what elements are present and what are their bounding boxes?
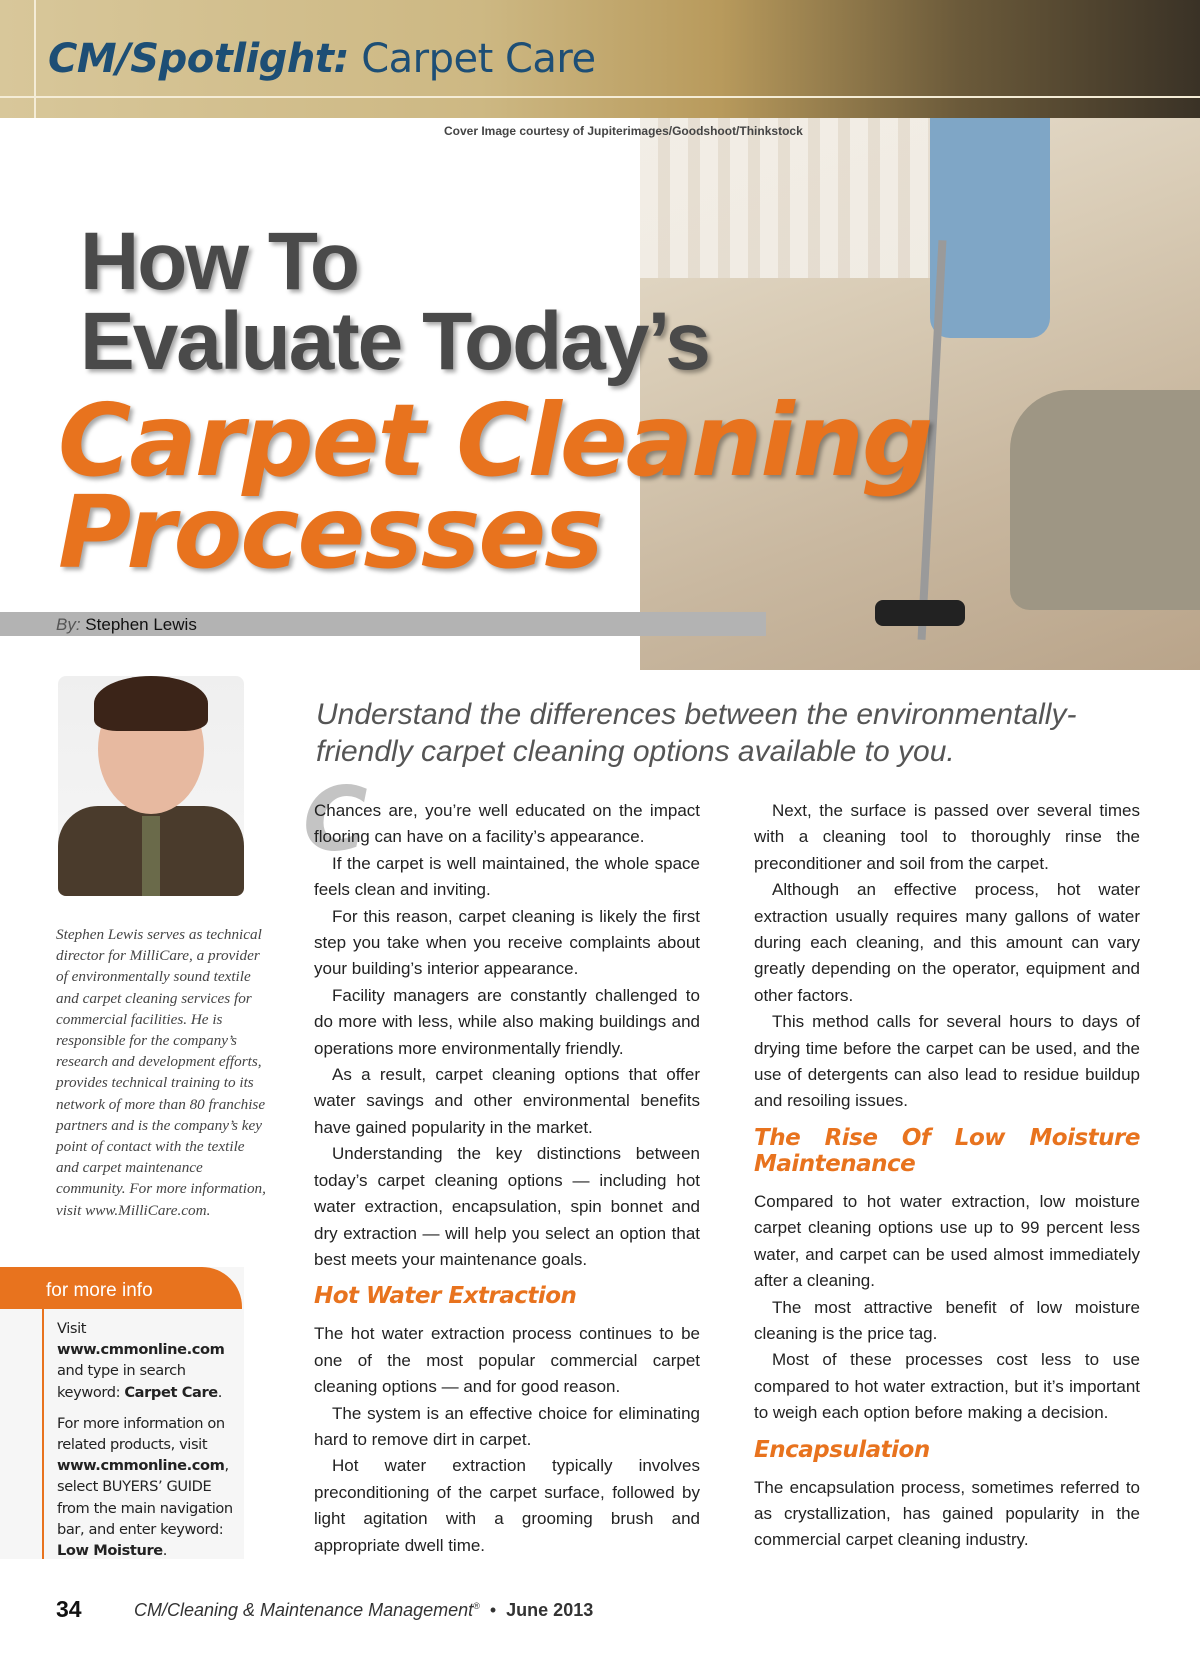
section-title [48, 36, 596, 82]
headline-line-1: How To [80, 216, 358, 307]
paragraph: Facility managers are constantly challenged to do more with less, while also making buildings and operations more environmentally friendly. [314, 985, 700, 1058]
section-prefix: CM/Spotlight: [48, 36, 349, 82]
paragraph: For this reason, carpet cleaning is likely the first step you take when you receive complaints about your building’s interior appearance. [314, 906, 700, 979]
headline-orange [58, 382, 932, 591]
paragraph: Understanding the key distinctions between today’s carpet cleaning options — including hot water extraction, encapsulation, spin bonnet and dry extraction — will help you select an option that best meets your maintenance goals. [314, 1144, 700, 1269]
article-column-2 [754, 798, 1140, 1554]
headline-line-2: Evaluate Today’s [80, 296, 709, 387]
publication-name: CM/Cleaning & Maintenance Management [134, 1600, 474, 1620]
subhead-encapsulation: Encapsulation [754, 1436, 930, 1463]
paragraph: Hot water extraction typically involves preconditioning of the carpet surface, followed by light agitation with a grooming brush and appropriate dwell time. [314, 1456, 700, 1555]
paragraph: Next, the surface is passed over several times with a cleaning tool to thoroughly rinse the preconditioner and soil from the carpet. [754, 801, 1140, 873]
cover-credit: Cover Image courtesy of Jupiterimages/Goodshoot/Thinkstock [444, 124, 803, 138]
author-photo-tie [142, 816, 160, 896]
banner-stripe [0, 96, 1200, 98]
headline-line-3: Carpet Cleaning [58, 382, 932, 499]
article-deck: Understand the differences between the environmentally-friendly carpet cleaning options available to you. [316, 698, 1077, 768]
registered-mark: ® [473, 1601, 480, 1611]
subhead-hot-water-extraction: Hot Water Extraction [314, 1283, 577, 1310]
byline [56, 615, 197, 635]
more-info-text: For more information on related products, visit [57, 1414, 225, 1454]
more-info-title: for more info [46, 1280, 153, 1301]
drop-cap: C [303, 768, 368, 871]
cover-photo-bed [1010, 390, 1200, 610]
cover-photo-person [930, 118, 1050, 338]
footer-publication [134, 1600, 593, 1621]
footer-separator: • [489, 1600, 497, 1620]
paragraph: The hot water extraction process continues to be one of the most popular commercial carpet cleaning options — and for good reason. [314, 1324, 700, 1397]
paragraph: The system is an effective choice for eliminating hard to remove dirt in carpet. [314, 1403, 700, 1449]
more-info-rule [42, 1309, 44, 1559]
article-column-1 [314, 798, 700, 1559]
more-info-paragraph-1 [57, 1318, 237, 1403]
more-info-body [57, 1318, 237, 1571]
more-info-text: . [217, 1383, 223, 1401]
more-info-link[interactable]: www.cmmonline.com [57, 1341, 225, 1359]
author-photo-hair [94, 676, 208, 731]
page-number: 34 [56, 1596, 82, 1622]
paragraph: As a result, carpet cleaning options that offer water savings and other environmental benefits have gained popularity in the market. [314, 1065, 700, 1137]
headline-line-4: Processes [58, 474, 602, 591]
paragraph: This method calls for several hours to days of drying time before the carpet can be used, and the use of detergents can also lead to residue buildup and resoiling issues. [754, 1012, 1140, 1111]
paragraph: The most attractive benefit of low moisture cleaning is the price tag. [754, 1297, 1140, 1343]
more-info-paragraph-2 [57, 1413, 237, 1561]
paragraph: Although an effective process, hot water extraction usually requires many gallons of water during each cleaning, and this amount can vary greatly depending on the operator, equipment and other factors. [754, 880, 1140, 1005]
cover-photo-vacuum-head [875, 600, 965, 626]
author-photo [58, 676, 244, 896]
subhead-low-moisture: The Rise Of Low Moisture Maintenance [754, 1124, 1140, 1177]
more-info-keyword: Carpet Care [124, 1383, 218, 1401]
more-info-text: Visit [57, 1320, 87, 1337]
paragraph: Chances are, you’re well educated on the impact flooring can have on a facility’s appearance. [314, 801, 700, 847]
headline-gray [80, 216, 709, 387]
more-info-text: and type in search keyword: [57, 1362, 186, 1401]
more-info-link[interactable]: www.cmmonline.com [57, 1457, 225, 1475]
issue-date: June 2013 [506, 1600, 594, 1620]
paragraph: The encapsulation process, sometimes referred to as crystallization, has gained popularity in the commercial carpet cleaning industry. [754, 1477, 1140, 1550]
author-bio: Stephen Lewis serves as technical director for MilliCare, a provider of environmentally sound textile and carpet cleaning services for commercial facilities. He is responsible for the company’s research and development efforts, provides technical training to its network of more than 80 franchise partners and is the company’s key point of contact with the textile and carpet maintenance community. For more information, visit www.MilliCare.com. [56, 926, 266, 1219]
section-topic: Carpet Care [361, 36, 596, 82]
more-info-text: . [162, 1542, 168, 1560]
byline-label: By: [56, 615, 81, 634]
more-info-text: , select BUYERS’ GUIDE from the main navigation bar, and enter keyword: [57, 1457, 233, 1538]
banner-divider [34, 0, 36, 118]
paragraph: Most of these processes cost less to use compared to hot water extraction, but it’s important to weigh each option before making a decision. [754, 1350, 1140, 1423]
paragraph: If the carpet is well maintained, the whole space feels clean and inviting. [314, 853, 700, 900]
paragraph: Compared to hot water extraction, low moisture carpet cleaning options use up to 99 percent less water, and carpet can be used almost immediately after a cleaning. [754, 1191, 1140, 1291]
byline-author: Stephen Lewis [85, 615, 197, 634]
more-info-keyword: Low Moisture [57, 1542, 163, 1560]
